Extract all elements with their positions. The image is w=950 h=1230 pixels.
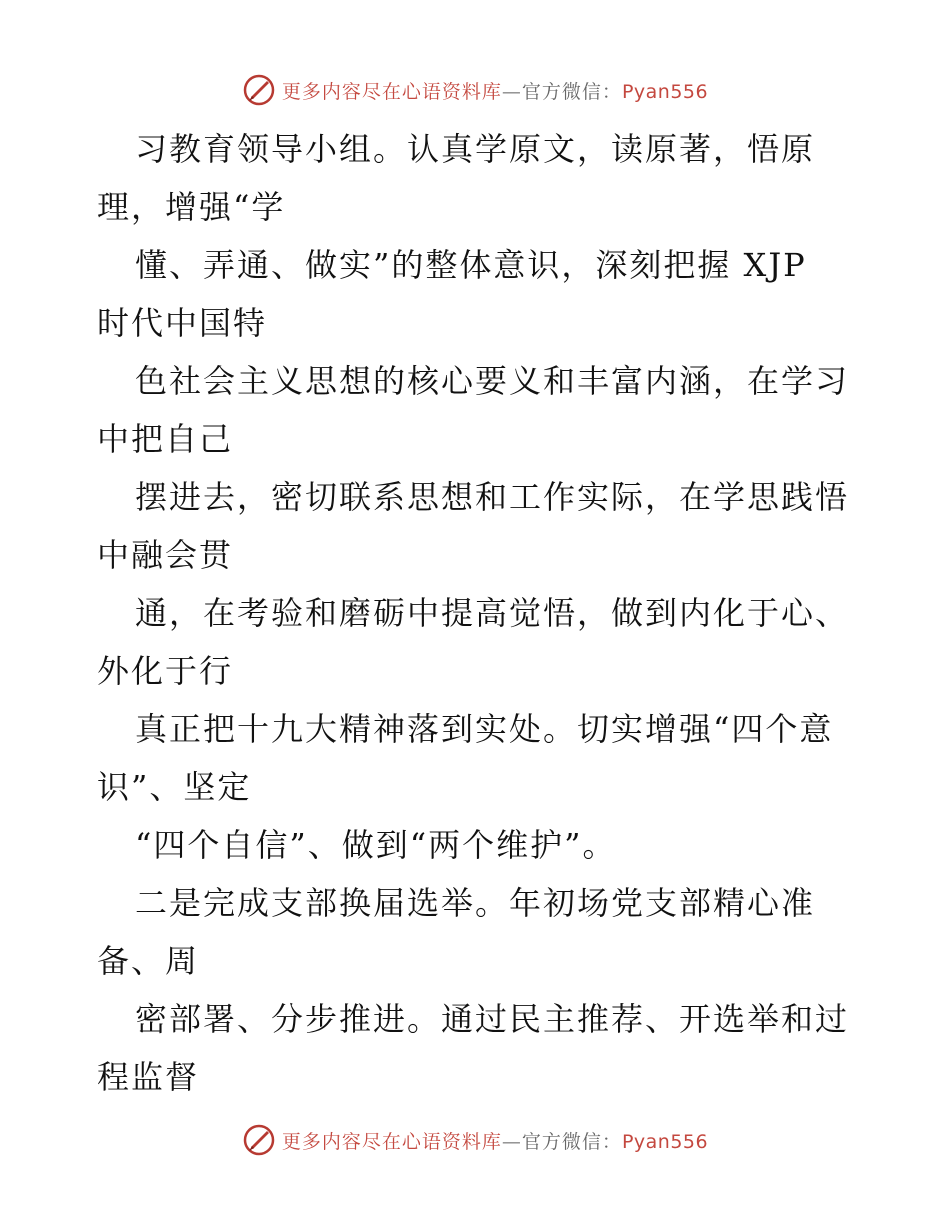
document-body <box>97 120 857 1106</box>
text-line: 理，增强“学 <box>97 188 286 226</box>
banner-dash: — <box>501 80 522 103</box>
header-watermark-banner <box>0 70 950 110</box>
text-line: 时代中国特 <box>97 304 268 342</box>
text-line: 识”、坚定 <box>97 768 252 806</box>
banner-site-name: 更多内容尽在心语资料库 <box>281 80 502 103</box>
quill-pen-logo-icon <box>242 73 276 107</box>
banner-wechat-label: 官方微信： <box>521 80 622 103</box>
text-line: 真正把十九大精神落到实处。切实增强“四个意 <box>135 710 834 748</box>
text-line: 中融会贯 <box>97 536 234 574</box>
text-line: 备、周 <box>97 942 200 980</box>
banner-wechat-label: 官方微信： <box>521 1130 622 1153</box>
banner-wechat-account: Pyan556 <box>621 80 709 103</box>
quill-pen-logo-icon <box>242 1123 276 1157</box>
text-line: 习教育领导小组。认真学原文，读原著，悟原 <box>135 130 816 168</box>
banner-dash: — <box>501 1130 522 1153</box>
banner-text <box>282 77 708 104</box>
text-line: 中把自己 <box>97 420 234 458</box>
footer-watermark-banner <box>0 1120 950 1160</box>
text-line: 密部署、分步推进。通过民主推荐、开选举和过 <box>135 1000 850 1038</box>
banner-site-name: 更多内容尽在心语资料库 <box>281 1130 502 1153</box>
text-line: 懂、弄通、做实”的整体意识，深刻把握 XJP <box>135 246 807 284</box>
text-line: “四个自信”、做到“两个维护”。 <box>135 826 617 864</box>
banner-text <box>282 1127 708 1154</box>
text-line: 二是完成支部换届选举。年初场党支部精心准 <box>135 884 816 922</box>
text-line: 通，在考验和磨砺中提高觉悟，做到内化于心、 <box>135 594 850 632</box>
text-line: 程监督 <box>97 1058 200 1096</box>
text-line: 外化于行 <box>97 652 234 690</box>
text-line: 摆进去，密切联系思想和工作实际，在学思践悟 <box>135 478 850 516</box>
text-line: 色社会主义思想的核心要义和丰富内涵，在学习 <box>135 362 850 400</box>
banner-wechat-account: Pyan556 <box>621 1130 709 1153</box>
